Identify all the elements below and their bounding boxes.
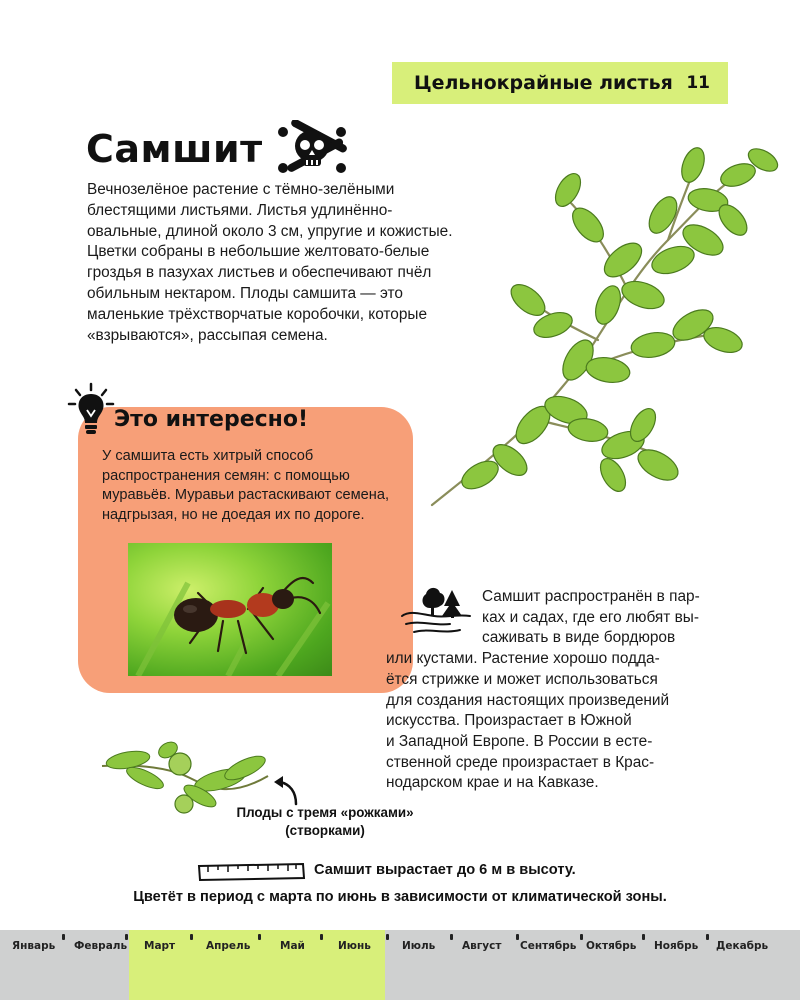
month-august: Август xyxy=(462,940,502,952)
habitat-text xyxy=(386,587,744,794)
habitat-line: для создания настоящих произведений xyxy=(386,691,670,709)
habitat-line: саживать в виде бордюров xyxy=(482,629,676,647)
habitat-line: нодарском крае и на Кавказе. xyxy=(386,774,599,792)
month-january: Январь xyxy=(12,940,56,952)
month-divider xyxy=(386,934,389,940)
month-divider xyxy=(580,934,583,940)
lightbulb-icon xyxy=(66,382,116,436)
interesting-title: Это интересно! xyxy=(114,407,309,432)
month-divider xyxy=(320,934,323,940)
skull-crossbones-icon xyxy=(275,120,349,178)
habitat-line: искусства. Произрастает в Южной xyxy=(386,712,632,730)
month-february: Февраль xyxy=(74,940,128,952)
chapter-title: Цельнокрайные листья xyxy=(414,72,673,94)
habitat-line: ётся стрижке и может использоваться xyxy=(386,670,658,688)
month-march: Март xyxy=(144,940,176,952)
month-november: Ноябрь xyxy=(654,940,699,952)
bloom-note: Цветёт в период с марта по июнь в зависимости от климатической зоны. xyxy=(133,889,667,905)
ruler-icon xyxy=(196,860,306,884)
month-september: Сентябрь xyxy=(520,940,577,952)
ant-figure xyxy=(128,543,332,676)
page-number: 11 xyxy=(686,73,710,93)
curved-arrow-icon xyxy=(268,772,308,806)
month-divider xyxy=(190,934,193,940)
habitat-line: ках и садах, где его любят вы- xyxy=(482,608,699,626)
intro-text: Вечнозелёное растение с тёмно-зелёными блестящими листьями. Листья удлинённо-овальные, длиной около 3 см, упругие и кожистые. Цветки собраны в небольшие желтовато-белые гроздья в пазухах листьев и обеспечивают пчёл обильным нектаром. Плоды самшита — это маленькие трёхстворчатые коробочки, которые «взрываются», рассыпая семена. xyxy=(87,181,453,344)
month-may: Май xyxy=(280,940,305,952)
habitat-line: ственной среде произрастает в Крас- xyxy=(386,753,655,771)
boxwood-branch-illustration xyxy=(418,130,788,530)
plant-title: Самшит xyxy=(86,127,263,171)
habitat-line: и Западной Европе. В России в есте- xyxy=(386,732,653,750)
month-divider xyxy=(62,934,65,940)
month-divider xyxy=(258,934,261,940)
month-october: Октябрь xyxy=(586,940,637,952)
month-june: Июнь xyxy=(338,940,371,952)
interesting-text: У самшита есть хитрый способ распространения семян: с помощью муравьёв. Муравьи растаскивают семена, надгрызая, но не доедая их по дороге. xyxy=(102,448,390,523)
habitat-line: или кустами. Растение хорошо подда- xyxy=(386,650,660,668)
month-divider xyxy=(516,934,519,940)
title-row xyxy=(86,120,349,178)
month-july: Июль xyxy=(402,940,436,952)
month-april: Апрель xyxy=(206,940,251,952)
ant-photo xyxy=(128,543,332,676)
month-december: Декабрь xyxy=(716,940,769,952)
chapter-tab xyxy=(392,62,728,104)
month-divider xyxy=(642,934,645,940)
height-note: Самшит вырастает до 6 м в высоту. xyxy=(314,862,576,878)
habitat-line: Самшит распространён в пар- xyxy=(482,588,700,605)
month-divider xyxy=(706,934,709,940)
fruit-caption: Плоды с тремя «рожками» (створками) xyxy=(236,805,414,838)
month-bar xyxy=(0,930,800,1000)
month-divider xyxy=(450,934,453,940)
